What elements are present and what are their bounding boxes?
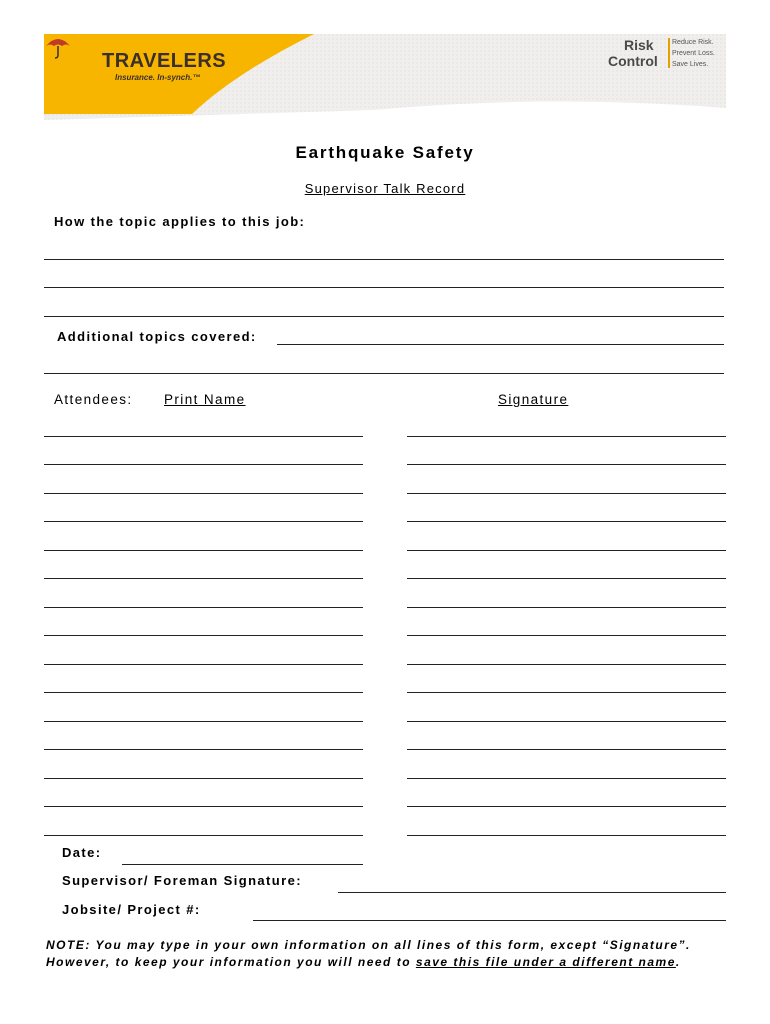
tagline-save: Save Lives. <box>672 61 709 68</box>
umbrella-icon <box>44 34 72 60</box>
signature-line[interactable] <box>407 493 726 494</box>
additional-line-2[interactable] <box>44 373 724 374</box>
page-title: Earthquake Safety <box>295 143 475 162</box>
print-name-line[interactable] <box>44 464 363 465</box>
signature-line[interactable] <box>407 521 726 522</box>
signature-header: Signature <box>498 392 569 407</box>
signature-line[interactable] <box>407 721 726 722</box>
risk-word: Risk <box>624 37 654 53</box>
signature-line[interactable] <box>407 806 726 807</box>
jobsite-label: Jobsite/ Project #: <box>62 902 201 917</box>
control-word: Control <box>608 53 658 69</box>
note-line-2-suffix: . <box>675 955 681 969</box>
signature-line[interactable] <box>407 578 726 579</box>
signature-line[interactable] <box>407 607 726 608</box>
signature-line[interactable] <box>407 635 726 636</box>
print-name-line[interactable] <box>44 436 363 437</box>
signature-line[interactable] <box>407 664 726 665</box>
print-name-line[interactable] <box>44 664 363 665</box>
note-save-file-text: save this file under a different name <box>415 955 676 969</box>
print-name-line[interactable] <box>44 835 363 836</box>
signature-line[interactable] <box>407 464 726 465</box>
applies-line-2[interactable] <box>44 287 724 288</box>
signature-line[interactable] <box>407 550 726 551</box>
page-subtitle: Supervisor Talk Record <box>304 181 466 196</box>
print-name-line[interactable] <box>44 692 363 693</box>
applies-label: How the topic applies to this job: <box>54 214 306 229</box>
print-name-line[interactable] <box>44 607 363 608</box>
applies-line-1[interactable] <box>44 259 724 260</box>
supervisor-label: Supervisor/ Foreman Signature: <box>62 873 302 888</box>
applies-line-3[interactable] <box>44 316 724 317</box>
print-name-line[interactable] <box>44 778 363 779</box>
signature-line[interactable] <box>407 778 726 779</box>
tagline-reduce: Reduce Risk. <box>672 39 714 46</box>
print-name-line[interactable] <box>44 721 363 722</box>
tagline-prevent: Prevent Loss. <box>672 50 715 57</box>
note-line-2 <box>46 955 681 969</box>
signature-line[interactable] <box>407 436 726 437</box>
print-name-line[interactable] <box>44 635 363 636</box>
logo-tagline: Insurance. In-synch.™ <box>115 73 201 82</box>
print-name-line[interactable] <box>44 521 363 522</box>
date-label: Date: <box>62 845 102 860</box>
print-name-line[interactable] <box>44 578 363 579</box>
print-name-line[interactable] <box>44 550 363 551</box>
jobsite-line[interactable] <box>253 920 726 921</box>
print-name-line[interactable] <box>44 749 363 750</box>
header-banner <box>44 34 726 120</box>
print-name-line[interactable] <box>44 806 363 807</box>
additional-label: Additional topics covered: <box>57 329 257 344</box>
signature-line[interactable] <box>407 749 726 750</box>
attendees-label: Attendees: <box>54 392 133 407</box>
note-line-2-prefix: However, to keep your information you will need to <box>46 955 416 969</box>
signature-line[interactable] <box>407 835 726 836</box>
signature-line[interactable] <box>407 692 726 693</box>
date-line[interactable] <box>122 864 363 865</box>
note-line-1: NOTE: You may type in your own information on all lines of this form, except “Signature”. <box>46 938 691 952</box>
supervisor-signature-line[interactable] <box>338 892 726 893</box>
rc-divider <box>668 38 670 68</box>
print-name-header: Print Name <box>164 392 246 407</box>
additional-line-1[interactable] <box>277 344 724 345</box>
print-name-line[interactable] <box>44 493 363 494</box>
travelers-logo: TRAVELERS <box>102 50 227 72</box>
